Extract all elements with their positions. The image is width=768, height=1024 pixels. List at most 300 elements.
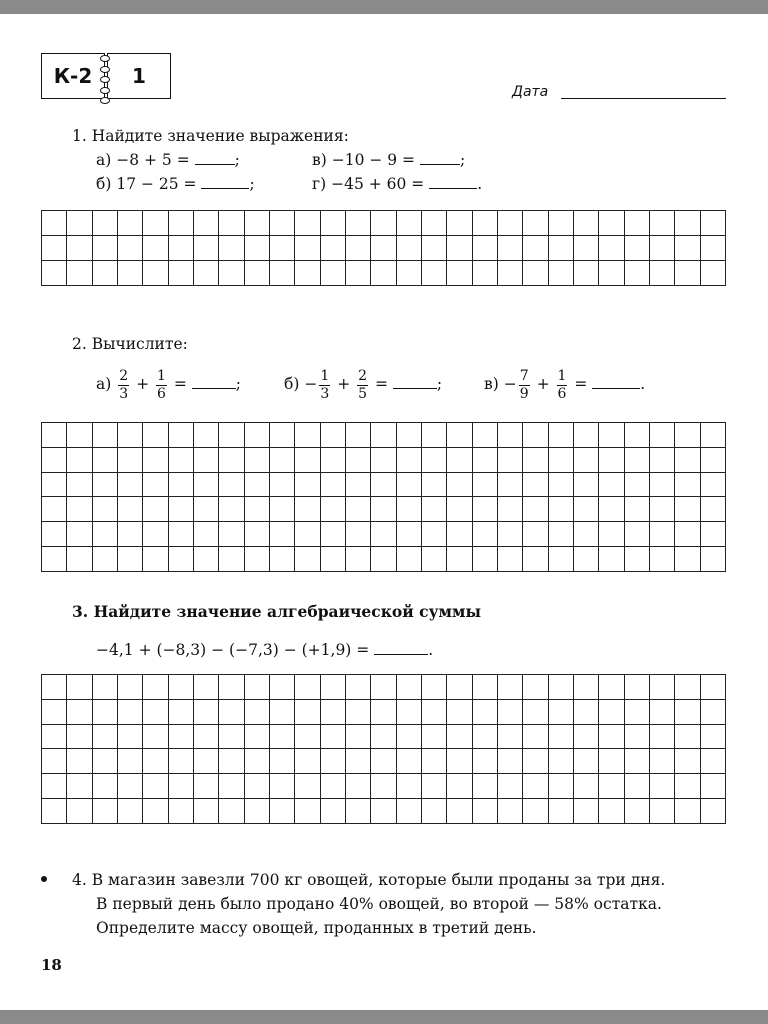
grid-cell[interactable] [67, 749, 92, 774]
grid-cell[interactable] [42, 724, 67, 749]
grid-cell[interactable] [421, 447, 446, 472]
grid-cell[interactable] [42, 211, 67, 236]
grid-cell[interactable] [143, 799, 168, 824]
grid-cell[interactable] [472, 211, 497, 236]
grid-cell[interactable] [700, 699, 725, 724]
grid-cell[interactable] [649, 211, 674, 236]
grid-cell[interactable] [548, 447, 573, 472]
grid-cell[interactable] [42, 699, 67, 724]
grid-cell[interactable] [92, 236, 117, 261]
task3-work-grid[interactable] [41, 674, 726, 824]
grid-cell[interactable] [168, 522, 193, 547]
grid-cell[interactable] [675, 447, 700, 472]
grid-cell[interactable] [42, 236, 67, 261]
grid-cell[interactable] [700, 236, 725, 261]
grid-cell[interactable] [168, 261, 193, 286]
grid-cell[interactable] [421, 236, 446, 261]
grid-cell[interactable] [447, 799, 472, 824]
grid-cell[interactable] [675, 423, 700, 448]
grid-cell[interactable] [42, 423, 67, 448]
grid-cell[interactable] [295, 211, 320, 236]
grid-cell[interactable] [42, 547, 67, 572]
grid-cell[interactable] [295, 522, 320, 547]
grid-cell[interactable] [472, 749, 497, 774]
grid-cell[interactable] [67, 261, 92, 286]
grid-cell[interactable] [497, 724, 522, 749]
grid-cell[interactable] [396, 799, 421, 824]
grid-cell[interactable] [472, 236, 497, 261]
grid-cell[interactable] [143, 699, 168, 724]
answer-blank[interactable] [393, 374, 437, 389]
grid-cell[interactable] [371, 261, 396, 286]
grid-cell[interactable] [143, 675, 168, 700]
grid-cell[interactable] [396, 211, 421, 236]
grid-cell[interactable] [599, 774, 624, 799]
answer-blank[interactable] [201, 174, 249, 189]
grid-cell[interactable] [345, 799, 370, 824]
grid-cell[interactable] [193, 447, 218, 472]
grid-cell[interactable] [67, 522, 92, 547]
grid-cell[interactable] [295, 724, 320, 749]
grid-cell[interactable] [421, 724, 446, 749]
grid-cell[interactable] [497, 699, 522, 724]
grid-cell[interactable] [295, 799, 320, 824]
grid-cell[interactable] [92, 522, 117, 547]
grid-cell[interactable] [675, 799, 700, 824]
grid-cell[interactable] [117, 261, 142, 286]
grid-cell[interactable] [168, 799, 193, 824]
grid-cell[interactable] [193, 423, 218, 448]
grid-cell[interactable] [117, 749, 142, 774]
grid-cell[interactable] [472, 547, 497, 572]
grid-cell[interactable] [573, 261, 598, 286]
grid-cell[interactable] [624, 799, 649, 824]
grid-cell[interactable] [599, 522, 624, 547]
grid-cell[interactable] [472, 675, 497, 700]
grid-cell[interactable] [447, 547, 472, 572]
grid-cell[interactable] [295, 447, 320, 472]
grid-cell[interactable] [345, 236, 370, 261]
grid-cell[interactable] [371, 472, 396, 497]
grid-cell[interactable] [345, 211, 370, 236]
grid-cell[interactable] [573, 724, 598, 749]
grid-cell[interactable] [168, 472, 193, 497]
grid-cell[interactable] [573, 547, 598, 572]
grid-cell[interactable] [117, 472, 142, 497]
grid-cell[interactable] [700, 211, 725, 236]
task1-work-grid[interactable] [41, 210, 726, 286]
grid-cell[interactable] [143, 472, 168, 497]
answer-blank[interactable] [420, 150, 460, 165]
grid-cell[interactable] [219, 423, 244, 448]
grid-cell[interactable] [320, 799, 345, 824]
grid-cell[interactable] [649, 749, 674, 774]
grid-cell[interactable] [700, 749, 725, 774]
grid-cell[interactable] [523, 749, 548, 774]
grid-cell[interactable] [599, 211, 624, 236]
grid-cell[interactable] [624, 472, 649, 497]
grid-cell[interactable] [143, 236, 168, 261]
answer-blank[interactable] [195, 150, 235, 165]
grid-cell[interactable] [548, 774, 573, 799]
grid-cell[interactable] [295, 497, 320, 522]
grid-cell[interactable] [67, 423, 92, 448]
grid-cell[interactable] [244, 547, 269, 572]
grid-cell[interactable] [472, 522, 497, 547]
grid-cell[interactable] [143, 497, 168, 522]
grid-cell[interactable] [700, 472, 725, 497]
grid-cell[interactable] [573, 211, 598, 236]
grid-cell[interactable] [244, 236, 269, 261]
grid-cell[interactable] [193, 211, 218, 236]
grid-cell[interactable] [396, 472, 421, 497]
grid-cell[interactable] [624, 447, 649, 472]
grid-cell[interactable] [67, 699, 92, 724]
grid-cell[interactable] [92, 497, 117, 522]
grid-cell[interactable] [193, 472, 218, 497]
grid-cell[interactable] [219, 472, 244, 497]
grid-cell[interactable] [193, 749, 218, 774]
grid-cell[interactable] [42, 497, 67, 522]
grid-cell[interactable] [396, 447, 421, 472]
grid-cell[interactable] [92, 472, 117, 497]
task2-work-grid[interactable] [41, 422, 726, 572]
grid-cell[interactable] [497, 447, 522, 472]
grid-cell[interactable] [320, 497, 345, 522]
grid-cell[interactable] [67, 799, 92, 824]
grid-cell[interactable] [548, 522, 573, 547]
grid-cell[interactable] [573, 749, 598, 774]
grid-cell[interactable] [497, 472, 522, 497]
grid-cell[interactable] [649, 472, 674, 497]
grid-cell[interactable] [193, 547, 218, 572]
grid-cell[interactable] [497, 423, 522, 448]
grid-cell[interactable] [624, 236, 649, 261]
grid-cell[interactable] [447, 261, 472, 286]
grid-cell[interactable] [269, 522, 294, 547]
grid-cell[interactable] [117, 547, 142, 572]
grid-cell[interactable] [447, 236, 472, 261]
grid-cell[interactable] [269, 749, 294, 774]
answer-blank[interactable] [374, 640, 428, 655]
grid-cell[interactable] [497, 547, 522, 572]
grid-cell[interactable] [320, 447, 345, 472]
grid-cell[interactable] [168, 447, 193, 472]
grid-cell[interactable] [573, 799, 598, 824]
grid-cell[interactable] [67, 236, 92, 261]
grid-cell[interactable] [675, 547, 700, 572]
grid-cell[interactable] [599, 749, 624, 774]
grid-cell[interactable] [117, 236, 142, 261]
grid-cell[interactable] [497, 261, 522, 286]
grid-cell[interactable] [472, 261, 497, 286]
grid-cell[interactable] [193, 724, 218, 749]
grid-cell[interactable] [168, 211, 193, 236]
grid-cell[interactable] [548, 547, 573, 572]
grid-cell[interactable] [320, 774, 345, 799]
grid-cell[interactable] [320, 236, 345, 261]
grid-cell[interactable] [269, 675, 294, 700]
grid-cell[interactable] [219, 497, 244, 522]
grid-cell[interactable] [700, 547, 725, 572]
grid-cell[interactable] [345, 724, 370, 749]
grid-cell[interactable] [320, 749, 345, 774]
grid-cell[interactable] [219, 447, 244, 472]
grid-cell[interactable] [675, 675, 700, 700]
grid-cell[interactable] [649, 497, 674, 522]
grid-cell[interactable] [168, 749, 193, 774]
grid-cell[interactable] [396, 547, 421, 572]
grid-cell[interactable] [675, 211, 700, 236]
grid-cell[interactable] [599, 699, 624, 724]
grid-cell[interactable] [573, 497, 598, 522]
grid-cell[interactable] [143, 211, 168, 236]
grid-cell[interactable] [320, 472, 345, 497]
grid-cell[interactable] [269, 261, 294, 286]
grid-cell[interactable] [168, 699, 193, 724]
grid-cell[interactable] [371, 522, 396, 547]
grid-cell[interactable] [472, 497, 497, 522]
grid-cell[interactable] [371, 423, 396, 448]
grid-cell[interactable] [497, 675, 522, 700]
grid-cell[interactable] [345, 472, 370, 497]
grid-cell[interactable] [447, 472, 472, 497]
grid-cell[interactable] [117, 497, 142, 522]
grid-cell[interactable] [447, 774, 472, 799]
grid-cell[interactable] [649, 447, 674, 472]
grid-cell[interactable] [92, 749, 117, 774]
grid-cell[interactable] [396, 522, 421, 547]
grid-cell[interactable] [624, 211, 649, 236]
grid-cell[interactable] [700, 724, 725, 749]
grid-cell[interactable] [472, 799, 497, 824]
grid-cell[interactable] [168, 497, 193, 522]
grid-cell[interactable] [624, 497, 649, 522]
grid-cell[interactable] [295, 774, 320, 799]
grid-cell[interactable] [447, 447, 472, 472]
grid-cell[interactable] [143, 423, 168, 448]
grid-cell[interactable] [523, 699, 548, 724]
grid-cell[interactable] [497, 236, 522, 261]
grid-cell[interactable] [371, 447, 396, 472]
grid-cell[interactable] [269, 211, 294, 236]
grid-cell[interactable] [624, 724, 649, 749]
grid-cell[interactable] [472, 724, 497, 749]
grid-cell[interactable] [573, 774, 598, 799]
grid-cell[interactable] [371, 547, 396, 572]
grid-cell[interactable] [219, 724, 244, 749]
grid-cell[interactable] [117, 211, 142, 236]
grid-cell[interactable] [193, 799, 218, 824]
grid-cell[interactable] [345, 497, 370, 522]
grid-cell[interactable] [345, 423, 370, 448]
grid-cell[interactable] [371, 675, 396, 700]
grid-cell[interactable] [675, 522, 700, 547]
grid-cell[interactable] [168, 774, 193, 799]
grid-cell[interactable] [447, 749, 472, 774]
grid-cell[interactable] [523, 774, 548, 799]
grid-cell[interactable] [599, 447, 624, 472]
grid-cell[interactable] [599, 799, 624, 824]
grid-cell[interactable] [193, 522, 218, 547]
grid-cell[interactable] [447, 497, 472, 522]
grid-cell[interactable] [117, 522, 142, 547]
grid-cell[interactable] [523, 447, 548, 472]
grid-cell[interactable] [269, 724, 294, 749]
grid-cell[interactable] [523, 261, 548, 286]
grid-cell[interactable] [548, 724, 573, 749]
grid-cell[interactable] [345, 774, 370, 799]
grid-cell[interactable] [371, 236, 396, 261]
grid-cell[interactable] [320, 724, 345, 749]
grid-cell[interactable] [219, 547, 244, 572]
grid-cell[interactable] [599, 675, 624, 700]
grid-cell[interactable] [371, 774, 396, 799]
grid-cell[interactable] [523, 547, 548, 572]
grid-cell[interactable] [244, 261, 269, 286]
grid-cell[interactable] [421, 675, 446, 700]
grid-cell[interactable] [143, 724, 168, 749]
grid-cell[interactable] [295, 261, 320, 286]
grid-cell[interactable] [523, 675, 548, 700]
grid-cell[interactable] [472, 447, 497, 472]
grid-cell[interactable] [219, 211, 244, 236]
grid-cell[interactable] [244, 423, 269, 448]
grid-cell[interactable] [548, 423, 573, 448]
grid-cell[interactable] [548, 472, 573, 497]
grid-cell[interactable] [421, 522, 446, 547]
grid-cell[interactable] [244, 799, 269, 824]
grid-cell[interactable] [92, 447, 117, 472]
grid-cell[interactable] [599, 547, 624, 572]
grid-cell[interactable] [92, 724, 117, 749]
grid-cell[interactable] [168, 675, 193, 700]
grid-cell[interactable] [396, 774, 421, 799]
grid-cell[interactable] [599, 472, 624, 497]
grid-cell[interactable] [599, 724, 624, 749]
grid-cell[interactable] [42, 749, 67, 774]
grid-cell[interactable] [700, 261, 725, 286]
grid-cell[interactable] [92, 799, 117, 824]
grid-cell[interactable] [624, 675, 649, 700]
grid-cell[interactable] [295, 472, 320, 497]
grid-cell[interactable] [244, 497, 269, 522]
grid-cell[interactable] [143, 522, 168, 547]
grid-cell[interactable] [42, 261, 67, 286]
grid-cell[interactable] [219, 774, 244, 799]
grid-cell[interactable] [523, 236, 548, 261]
grid-cell[interactable] [396, 699, 421, 724]
grid-cell[interactable] [421, 472, 446, 497]
grid-cell[interactable] [573, 472, 598, 497]
grid-cell[interactable] [320, 522, 345, 547]
grid-cell[interactable] [295, 236, 320, 261]
grid-cell[interactable] [548, 749, 573, 774]
grid-cell[interactable] [244, 749, 269, 774]
grid-cell[interactable] [599, 261, 624, 286]
grid-cell[interactable] [548, 699, 573, 724]
grid-cell[interactable] [345, 522, 370, 547]
grid-cell[interactable] [548, 675, 573, 700]
grid-cell[interactable] [371, 699, 396, 724]
grid-cell[interactable] [523, 211, 548, 236]
grid-cell[interactable] [117, 774, 142, 799]
grid-cell[interactable] [548, 236, 573, 261]
grid-cell[interactable] [345, 749, 370, 774]
grid-cell[interactable] [117, 699, 142, 724]
grid-cell[interactable] [219, 749, 244, 774]
grid-cell[interactable] [548, 211, 573, 236]
grid-cell[interactable] [649, 547, 674, 572]
grid-cell[interactable] [92, 423, 117, 448]
grid-cell[interactable] [700, 447, 725, 472]
grid-cell[interactable] [649, 724, 674, 749]
grid-cell[interactable] [371, 749, 396, 774]
grid-cell[interactable] [371, 799, 396, 824]
grid-cell[interactable] [295, 699, 320, 724]
grid-cell[interactable] [497, 211, 522, 236]
grid-cell[interactable] [573, 236, 598, 261]
grid-cell[interactable] [447, 423, 472, 448]
grid-cell[interactable] [599, 236, 624, 261]
grid-cell[interactable] [92, 211, 117, 236]
grid-cell[interactable] [523, 522, 548, 547]
grid-cell[interactable] [320, 547, 345, 572]
grid-cell[interactable] [320, 423, 345, 448]
grid-cell[interactable] [143, 749, 168, 774]
grid-cell[interactable] [193, 261, 218, 286]
grid-cell[interactable] [67, 497, 92, 522]
grid-cell[interactable] [269, 472, 294, 497]
grid-cell[interactable] [143, 261, 168, 286]
grid-cell[interactable] [624, 423, 649, 448]
grid-cell[interactable] [497, 799, 522, 824]
grid-cell[interactable] [193, 236, 218, 261]
grid-cell[interactable] [219, 675, 244, 700]
grid-cell[interactable] [193, 774, 218, 799]
grid-cell[interactable] [67, 675, 92, 700]
grid-cell[interactable] [649, 261, 674, 286]
grid-cell[interactable] [295, 675, 320, 700]
grid-cell[interactable] [675, 724, 700, 749]
grid-cell[interactable] [320, 699, 345, 724]
grid-cell[interactable] [548, 261, 573, 286]
grid-cell[interactable] [244, 774, 269, 799]
grid-cell[interactable] [244, 724, 269, 749]
grid-cell[interactable] [421, 261, 446, 286]
grid-cell[interactable] [371, 211, 396, 236]
grid-cell[interactable] [396, 423, 421, 448]
grid-cell[interactable] [421, 547, 446, 572]
grid-cell[interactable] [624, 699, 649, 724]
grid-cell[interactable] [700, 423, 725, 448]
grid-cell[interactable] [117, 423, 142, 448]
grid-cell[interactable] [447, 724, 472, 749]
grid-cell[interactable] [67, 724, 92, 749]
grid-cell[interactable] [599, 497, 624, 522]
grid-cell[interactable] [345, 261, 370, 286]
grid-cell[interactable] [269, 774, 294, 799]
grid-cell[interactable] [42, 799, 67, 824]
grid-cell[interactable] [421, 699, 446, 724]
grid-cell[interactable] [244, 472, 269, 497]
grid-cell[interactable] [244, 211, 269, 236]
grid-cell[interactable] [269, 547, 294, 572]
grid-cell[interactable] [700, 774, 725, 799]
grid-cell[interactable] [523, 472, 548, 497]
grid-cell[interactable] [675, 236, 700, 261]
grid-cell[interactable] [421, 211, 446, 236]
